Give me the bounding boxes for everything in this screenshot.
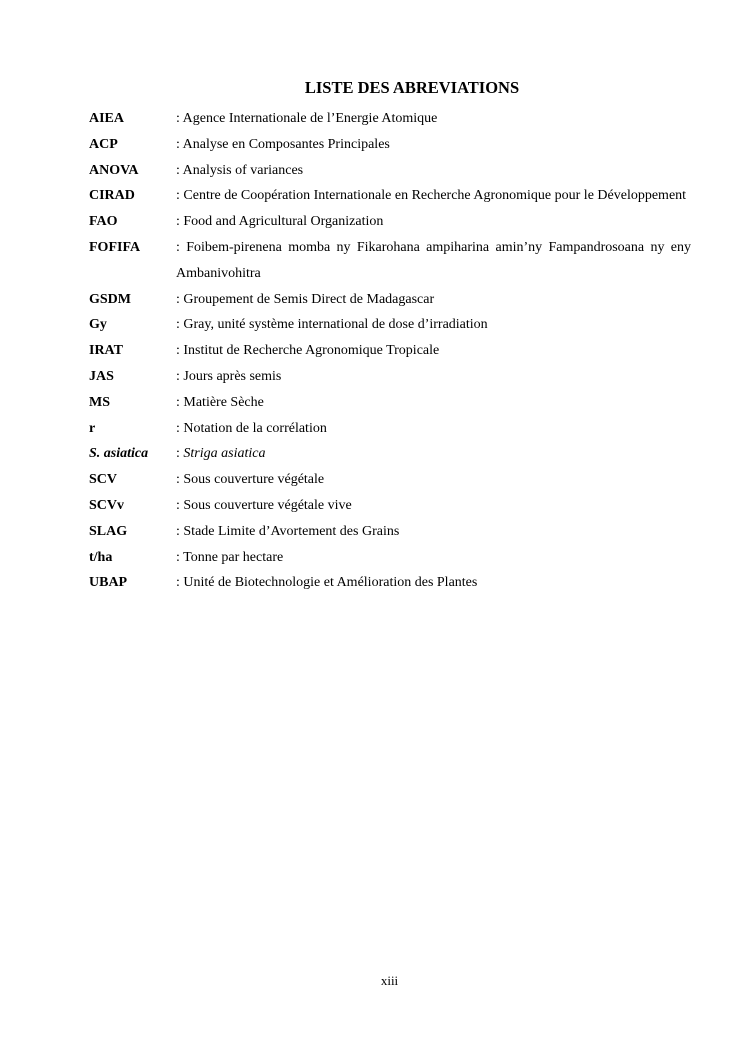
abbreviation-definition: : Sous couverture végétale (176, 472, 325, 488)
page-title: LISTE DES ABREVIATIONS (304, 78, 520, 97)
abbreviation-term: S. asiatica (89, 446, 149, 462)
page-number: xiii (380, 973, 399, 988)
abbreviation-list (89, 106, 691, 596)
abbreviation-term: SCV (89, 472, 118, 488)
abbreviation-definition: : Centre de Coopération Internationale en Recherche Agronomique pour le Développement (176, 188, 687, 204)
abbreviation-term: ACP (89, 136, 118, 152)
abbreviation-entry-anova (89, 158, 691, 184)
abbreviation-term: r (89, 420, 96, 436)
abbreviation-term: JAS (89, 368, 114, 384)
abbreviation-definition: : Jours après semis (176, 368, 282, 384)
abbreviation-term: ANOVA (89, 162, 139, 178)
abbreviation-definition: : Analysis of variances (176, 162, 304, 178)
abbreviation-entry-jas (89, 364, 691, 390)
abbreviation-definition: : Foibem-pirenena momba ny Fikarohana ampiharina amin’ny Fampandrosoana ny eny Ambanivohitra (176, 239, 691, 281)
abbreviation-definition: : Gray, unité système international de dose d’irradiation (176, 317, 488, 333)
abbreviation-definition: : Unité de Biotechnologie et Amélioration des Plantes (176, 575, 478, 591)
abbreviation-definition: : Matière Sèche (176, 394, 264, 410)
abbreviation-entry-irat (89, 338, 691, 364)
abbreviation-term: t/ha (89, 549, 113, 565)
abbreviation-definition: : Food and Agricultural Organization (176, 214, 384, 230)
abbreviation-term: FOFIFA (89, 239, 141, 255)
abbreviation-definition: : Notation de la corrélation (176, 420, 327, 436)
abbreviation-definition: : Analyse en Composantes Principales (176, 136, 390, 152)
abbreviation-term: SCVv (89, 497, 125, 513)
abbreviation-entry-cirad (89, 183, 691, 209)
abbreviation-entry-scv (89, 467, 691, 493)
abbreviation-term: AIEA (89, 111, 125, 126)
definition-prefix: : (176, 446, 184, 462)
abbreviation-term: CIRAD (89, 188, 135, 204)
abbreviation-definition: : Stade Limite d’Avortement des Grains (176, 523, 400, 539)
abbreviation-term: IRAT (89, 343, 123, 359)
abbreviation-entry-scvv (89, 493, 691, 519)
definition-italic-term: Striga asiatica (183, 446, 266, 462)
abbreviation-entry-ubap (89, 570, 691, 596)
abbreviation-definition: : Tonne par hectare (176, 549, 284, 565)
abbreviation-term: Gy (89, 317, 107, 333)
abbreviation-entry-gsdm (89, 287, 691, 313)
abbreviation-entry-s-asiatica (89, 441, 691, 467)
abbreviation-entry-gy (89, 312, 691, 338)
abbreviation-entry-fofifa (89, 235, 691, 287)
abbreviation-definition: : Sous couverture végétale vive (176, 497, 352, 513)
abbreviation-entry-ms (89, 390, 691, 416)
abbreviation-definition: : Agence Internationale de l’Energie Atomique (176, 111, 438, 126)
abbreviation-term: FAO (89, 214, 118, 230)
abbreviation-entry-t-ha (89, 545, 691, 571)
abbreviation-term: UBAP (89, 575, 128, 591)
abbreviation-entry-fao (89, 209, 691, 235)
abbreviation-term: SLAG (89, 523, 128, 539)
abbreviation-term: GSDM (89, 291, 131, 307)
abbreviation-definition: : Groupement de Semis Direct de Madagascar (176, 291, 435, 307)
abbreviation-entry-r (89, 416, 691, 442)
abbreviation-entry-aiea (89, 106, 691, 132)
abbreviation-term: MS (89, 394, 110, 410)
abbreviation-definition (176, 441, 691, 467)
abbreviation-entry-acp (89, 132, 691, 158)
abbreviation-definition: : Institut de Recherche Agronomique Tropicale (176, 343, 440, 359)
abbreviation-entry-slag (89, 519, 691, 545)
